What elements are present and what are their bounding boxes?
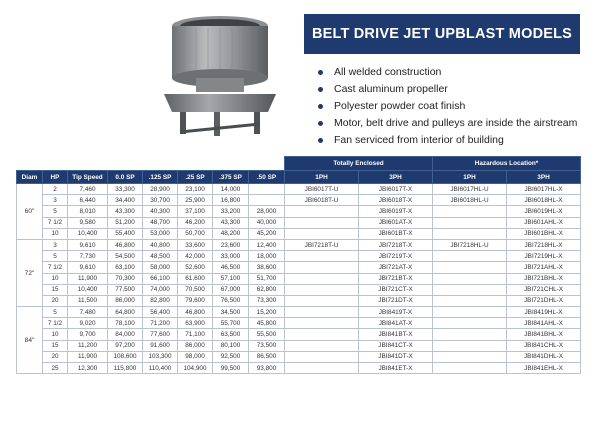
table-cell: 45,800 <box>249 318 285 329</box>
table-cell: 30,700 <box>143 195 178 206</box>
col-header: Tip Speed <box>68 171 108 184</box>
table-cell: 103,300 <box>143 351 178 362</box>
table-cell <box>433 206 507 217</box>
table-cell: 53,000 <box>143 228 178 239</box>
model-spec-table <box>16 156 581 374</box>
table-row <box>17 340 581 351</box>
table-cell: JBI841BHL-X <box>507 329 581 340</box>
table-cell: 11,900 <box>68 351 108 362</box>
table-cell: 37,100 <box>178 206 213 217</box>
table-cell: JBI6017T-X <box>359 184 433 195</box>
table-cell <box>433 307 507 318</box>
table-cell: 74,000 <box>143 284 178 295</box>
table-cell: 48,500 <box>143 251 178 262</box>
table-cell: 52,600 <box>178 262 213 273</box>
table-cell: JBI6018HL-X <box>507 195 581 206</box>
table-cell <box>433 284 507 295</box>
table-cell: 33,300 <box>108 184 143 195</box>
table-cell: JBI7219T-X <box>359 251 433 262</box>
table-cell: 64,800 <box>108 307 143 318</box>
table-cell: JBI721CHL-X <box>507 284 581 295</box>
table-cell <box>433 228 507 239</box>
table-cell: 12,400 <box>249 239 285 250</box>
table-cell: 71,100 <box>178 329 213 340</box>
table-cell: 9,610 <box>68 262 108 273</box>
table-cell: JBI721CT-X <box>359 284 433 295</box>
table-cell: JBI721DHL-X <box>507 295 581 306</box>
table-cell: 40,800 <box>143 239 178 250</box>
table-cell: 10,400 <box>68 284 108 295</box>
table-cell: 46,800 <box>178 307 213 318</box>
table-cell: 28,000 <box>249 206 285 217</box>
table-cell: JBI841AHL-X <box>507 318 581 329</box>
table-row <box>17 295 581 306</box>
table-cell: 2 <box>43 184 68 195</box>
col-header: 1PH <box>433 171 507 184</box>
table-cell: JBI841DT-X <box>359 351 433 362</box>
table-cell: 67,000 <box>213 284 249 295</box>
table-cell: 7 1/2 <box>43 262 68 273</box>
table-cell <box>285 307 359 318</box>
table-cell: JBI841AT-X <box>359 318 433 329</box>
table-row <box>17 184 581 195</box>
table-cell: JBI6019HL-X <box>507 206 581 217</box>
bullet-icon <box>318 87 323 92</box>
table-cell: 82,800 <box>143 295 178 306</box>
table-cell: 23,100 <box>178 184 213 195</box>
table-cell: 28,900 <box>143 184 178 195</box>
table-cell: JBI6017HL-X <box>507 184 581 195</box>
table-cell: 14,000 <box>213 184 249 195</box>
col-header: .25 SP <box>178 171 213 184</box>
table-row <box>17 284 581 295</box>
table-cell: 3 <box>43 195 68 206</box>
table-cell: 15 <box>43 340 68 351</box>
table-cell: JBI721BT-X <box>359 273 433 284</box>
table-cell <box>285 318 359 329</box>
table-cell: 54,500 <box>108 251 143 262</box>
table-row <box>17 217 581 228</box>
table-cell: JBI6018T-X <box>359 195 433 206</box>
table-cell: 51,700 <box>249 273 285 284</box>
table-cell: JBI841ET-X <box>359 363 433 374</box>
bullet-icon <box>318 121 323 126</box>
table-cell: 78,100 <box>108 318 143 329</box>
header-hazardous-location: Hazardous Location* <box>433 157 581 171</box>
table-cell: 18,000 <box>249 251 285 262</box>
table-cell: 97,200 <box>108 340 143 351</box>
table-cell: 10,400 <box>68 228 108 239</box>
table-cell: 48,700 <box>143 217 178 228</box>
table-cell: 86,000 <box>108 295 143 306</box>
table-cell <box>433 251 507 262</box>
table-cell: 7,460 <box>68 184 108 195</box>
table-cell: JBI6017HL-U <box>433 184 507 195</box>
table-cell: 77,500 <box>108 284 143 295</box>
table-cell: 9,700 <box>68 329 108 340</box>
table-cell: 57,100 <box>213 273 249 284</box>
table-cell: 33,000 <box>213 251 249 262</box>
diameter-cell: 72" <box>17 239 43 306</box>
col-header: .50 SP <box>249 171 285 184</box>
table-cell: 86,500 <box>249 351 285 362</box>
table-row <box>17 228 581 239</box>
bullet-icon <box>318 104 323 109</box>
bullet-icon <box>318 138 323 143</box>
table-cell: 63,100 <box>108 262 143 273</box>
table-cell: JBI7218T-X <box>359 239 433 250</box>
table-cell: 92,500 <box>213 351 249 362</box>
table-cell: 5 <box>43 206 68 217</box>
table-cell: 10 <box>43 329 68 340</box>
col-header: 3PH <box>359 171 433 184</box>
table-cell: 86,000 <box>178 340 213 351</box>
table-cell: 9,020 <box>68 318 108 329</box>
table-cell: 40,000 <box>249 217 285 228</box>
table-cell: 42,000 <box>178 251 213 262</box>
table-cell <box>285 217 359 228</box>
table-cell: 84,000 <box>108 329 143 340</box>
table-cell: JBI6019T-X <box>359 206 433 217</box>
table-cell: JBI8419HL-X <box>507 307 581 318</box>
feature-item: Fan serviced from interior of building <box>318 132 588 149</box>
table-cell <box>433 318 507 329</box>
table-cell: 43,300 <box>213 217 249 228</box>
table-cell: 3 <box>43 239 68 250</box>
table-cell: 50,700 <box>178 228 213 239</box>
table-cell: 55,500 <box>249 329 285 340</box>
table-cell: 58,000 <box>143 262 178 273</box>
table-cell: 7 1/2 <box>43 318 68 329</box>
table-cell: 79,600 <box>178 295 213 306</box>
table-cell: 7 1/2 <box>43 217 68 228</box>
table-cell <box>249 195 285 206</box>
table-cell: 9,580 <box>68 217 108 228</box>
table-cell: 38,600 <box>249 262 285 273</box>
table-cell: 99,500 <box>213 363 249 374</box>
table-cell: JBI721AT-X <box>359 262 433 273</box>
feature-list <box>318 64 588 149</box>
table-cell: 73,300 <box>249 295 285 306</box>
bullet-icon <box>318 70 323 75</box>
table-cell: JBI7218HL-X <box>507 239 581 250</box>
table-cell: 11,200 <box>68 340 108 351</box>
table-cell <box>433 295 507 306</box>
table-cell: JBI7219HL-X <box>507 251 581 262</box>
table-cell: 34,500 <box>213 307 249 318</box>
table-cell: JBI721BHL-X <box>507 273 581 284</box>
table-cell: JBI8419T-X <box>359 307 433 318</box>
table-cell <box>285 363 359 374</box>
table-cell: 20 <box>43 351 68 362</box>
table-cell: 80,100 <box>213 340 249 351</box>
table-row <box>17 307 581 318</box>
table-cell: 110,400 <box>143 363 178 374</box>
table-cell: JBI7218HL-U <box>433 239 507 250</box>
diameter-cell: 84" <box>17 307 43 374</box>
table-cell <box>433 262 507 273</box>
table-cell: 71,200 <box>143 318 178 329</box>
table-cell: JBI6017T-U <box>285 184 359 195</box>
table-cell: 7,480 <box>68 307 108 318</box>
table-cell: 46,200 <box>178 217 213 228</box>
table-cell: 12,300 <box>68 363 108 374</box>
table-cell: JBI601BT-X <box>359 228 433 239</box>
diameter-cell: 60" <box>17 184 43 240</box>
table-cell: 20 <box>43 295 68 306</box>
table-cell: JBI841CHL-X <box>507 340 581 351</box>
table-cell: 15 <box>43 284 68 295</box>
table-cell: JBI7218T-U <box>285 239 359 250</box>
table-cell: 77,600 <box>143 329 178 340</box>
table-row <box>17 195 581 206</box>
table-cell: 63,500 <box>213 329 249 340</box>
col-header: 0.0 SP <box>108 171 143 184</box>
table-cell: 48,200 <box>213 228 249 239</box>
table-cell: 11,500 <box>68 295 108 306</box>
table-cell: 70,500 <box>178 284 213 295</box>
table-row <box>17 329 581 340</box>
table-cell: 56,400 <box>143 307 178 318</box>
table-cell <box>285 273 359 284</box>
table-cell: 61,600 <box>178 273 213 284</box>
table-cell: JBI721AHL-X <box>507 262 581 273</box>
table-row <box>17 206 581 217</box>
table-cell <box>285 351 359 362</box>
table-cell: JBI841EHL-X <box>507 363 581 374</box>
table-cell: 9,610 <box>68 239 108 250</box>
table-cell: 108,600 <box>108 351 143 362</box>
table-cell: 63,900 <box>178 318 213 329</box>
table-cell: 10 <box>43 273 68 284</box>
table-cell: 25,900 <box>178 195 213 206</box>
table-cell: 33,600 <box>178 239 213 250</box>
table-cell: 34,400 <box>108 195 143 206</box>
table-cell: 16,800 <box>213 195 249 206</box>
col-header: .125 SP <box>143 171 178 184</box>
table-cell: 93,800 <box>249 363 285 374</box>
table-cell: 10 <box>43 228 68 239</box>
table-row <box>17 262 581 273</box>
table-cell: 5 <box>43 251 68 262</box>
table-cell: 66,100 <box>143 273 178 284</box>
table-cell: 104,900 <box>178 363 213 374</box>
table-cell <box>433 217 507 228</box>
table-cell: JBI841DHL-X <box>507 351 581 362</box>
feature-item: All welded construction <box>318 64 588 81</box>
table-cell <box>285 340 359 351</box>
table-cell: 62,800 <box>249 284 285 295</box>
table-cell <box>249 184 285 195</box>
table-cell <box>433 329 507 340</box>
table-cell <box>433 273 507 284</box>
table-cell <box>433 363 507 374</box>
table-cell: 115,800 <box>108 363 143 374</box>
feature-item: Cast aluminum propeller <box>318 81 588 98</box>
table-cell: JBI721DT-X <box>359 295 433 306</box>
table-cell <box>433 340 507 351</box>
feature-item: Polyester powder coat finish <box>318 98 588 115</box>
table-body <box>17 184 581 374</box>
table-cell: 91,600 <box>143 340 178 351</box>
table-cell: 46,800 <box>108 239 143 250</box>
table-cell: 45,200 <box>249 228 285 239</box>
table-cell: JBI6018HL-U <box>433 195 507 206</box>
table-cell: JBI841CT-X <box>359 340 433 351</box>
table-cell: 25 <box>43 363 68 374</box>
table-cell <box>285 329 359 340</box>
page-title: BELT DRIVE JET UPBLAST MODELS <box>311 26 573 42</box>
table-cell: JBI601AT-X <box>359 217 433 228</box>
table-cell: 70,300 <box>108 273 143 284</box>
col-header: .375 SP <box>213 171 249 184</box>
table-cell <box>285 206 359 217</box>
table-cell: 23,600 <box>213 239 249 250</box>
table-cell <box>433 351 507 362</box>
table-cell: 98,000 <box>178 351 213 362</box>
table-row <box>17 363 581 374</box>
upblast-fan-image <box>150 12 290 140</box>
table-cell: 5 <box>43 307 68 318</box>
title-banner <box>304 14 580 54</box>
table-cell: 11,900 <box>68 273 108 284</box>
col-header: 1PH <box>285 171 359 184</box>
table-cell: 51,200 <box>108 217 143 228</box>
table-cell: JBI6018T-U <box>285 195 359 206</box>
table-cell: 55,400 <box>108 228 143 239</box>
table-cell: 43,300 <box>108 206 143 217</box>
table-cell: 7,730 <box>68 251 108 262</box>
table-cell: JBI601AHL-X <box>507 217 581 228</box>
table-cell: 8,010 <box>68 206 108 217</box>
table-row <box>17 239 581 250</box>
header-totally-enclosed: Totally Enclosed <box>285 157 433 171</box>
table-cell: 40,300 <box>143 206 178 217</box>
table-cell: 6,440 <box>68 195 108 206</box>
table-cell: 46,500 <box>213 262 249 273</box>
table-row <box>17 318 581 329</box>
table-row <box>17 351 581 362</box>
table-cell: 33,200 <box>213 206 249 217</box>
table-cell <box>285 262 359 273</box>
table-cell: JBI841BT-X <box>359 329 433 340</box>
table-row <box>17 273 581 284</box>
table-cell: 15,200 <box>249 307 285 318</box>
table-cell <box>285 295 359 306</box>
col-header: 3PH <box>507 171 581 184</box>
col-header: HP <box>43 171 68 184</box>
table-row <box>17 251 581 262</box>
table-cell: 76,500 <box>213 295 249 306</box>
table-cell <box>285 228 359 239</box>
table-cell: 55,700 <box>213 318 249 329</box>
col-header: Diam <box>17 171 43 184</box>
table-cell <box>285 284 359 295</box>
table-cell: 73,500 <box>249 340 285 351</box>
table-cell: JBI601BHL-X <box>507 228 581 239</box>
feature-item: Motor, belt drive and pulleys are inside the airstream <box>318 115 588 132</box>
table-cell <box>285 251 359 262</box>
